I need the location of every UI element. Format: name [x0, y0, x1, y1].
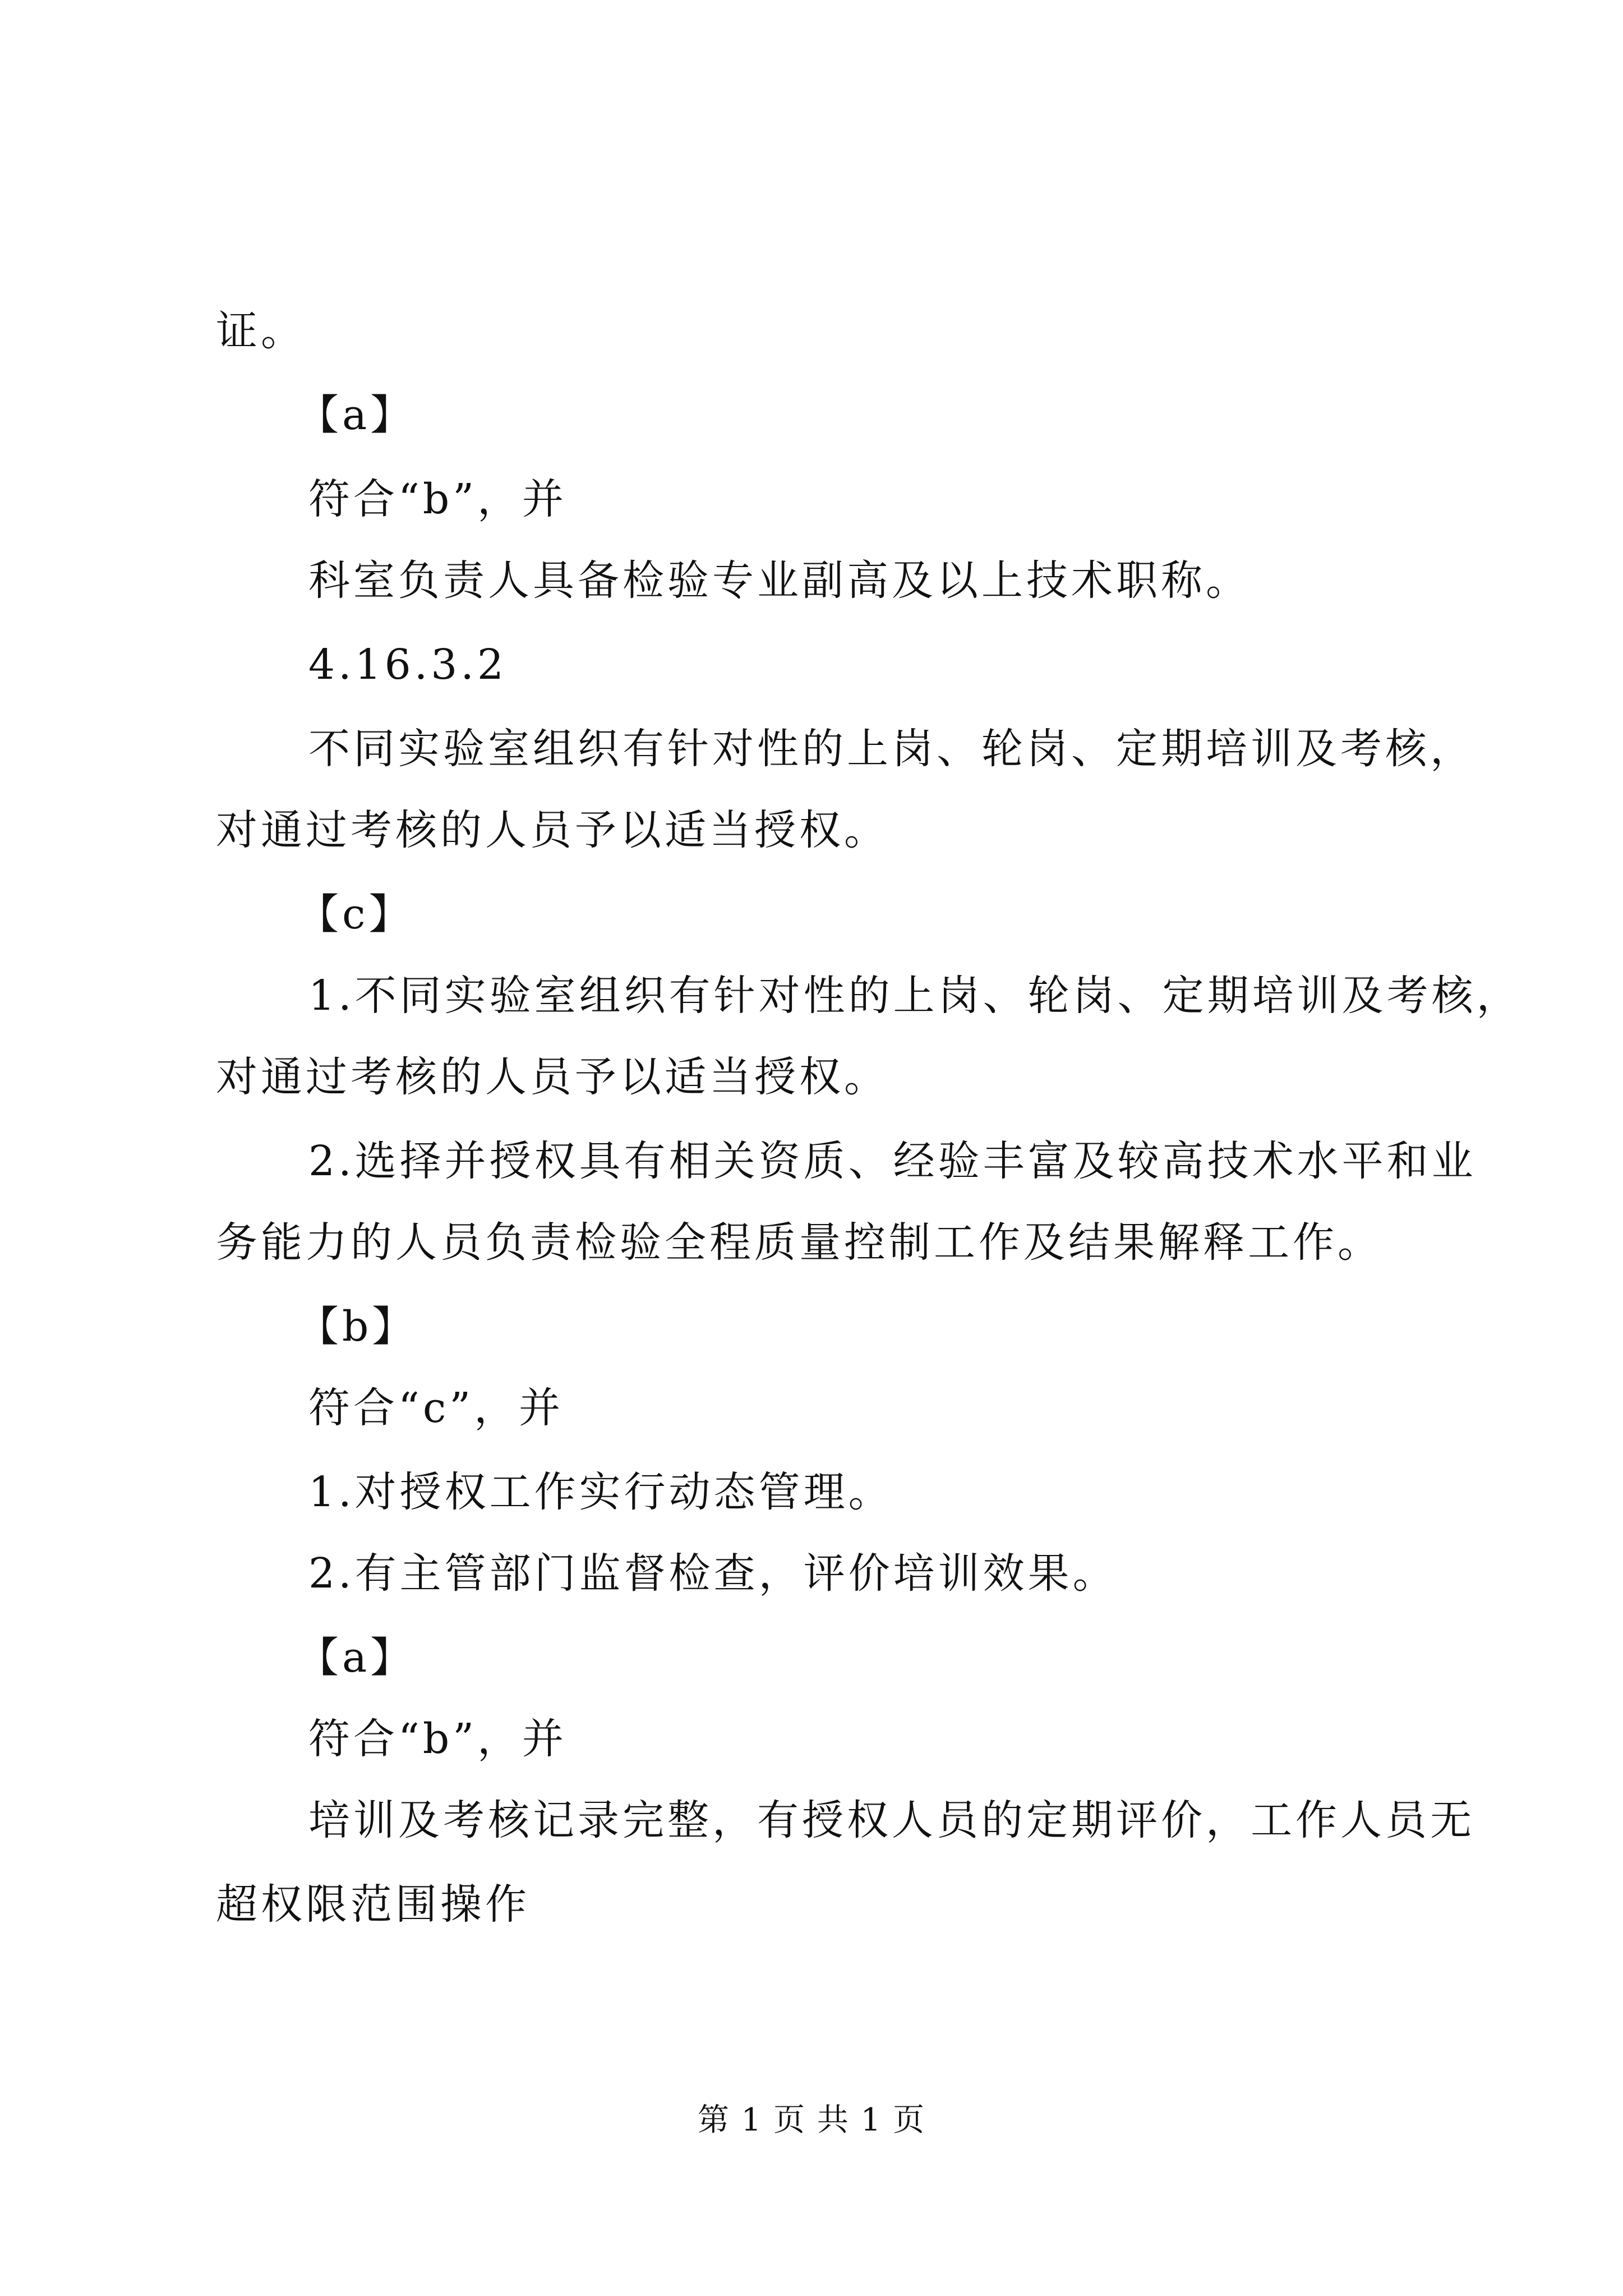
text-line: 1.不同实验室组织有针对性的上岗、轮岗、定期培训及考核，: [308, 972, 1521, 1020]
text-line: 2.有主管部门监督检查，评价培训效果。: [308, 1549, 1118, 1598]
text-line: 超权限范围操作: [216, 1880, 530, 1929]
text-line: 1.对授权工作实行动态管理。: [308, 1468, 893, 1516]
text-line: 不同实验室组织有针对性的上岗、轮岗、定期培训及考核，: [308, 725, 1475, 773]
grade-heading: 【c】: [297, 890, 414, 938]
text-line: 证。: [216, 307, 306, 355]
page-footer: 第 1 页 共 1 页: [697, 2102, 926, 2138]
text-line: 对通过考核的人员予以适当授权。: [216, 1053, 889, 1101]
text-line: 务能力的人员负责检验全程质量控制工作及结果解释工作。: [216, 1218, 1382, 1267]
text-line: 2.选择并授权具有相关资质、经验丰富及较高技术水平和业: [308, 1137, 1477, 1185]
grade-heading: 【a】: [297, 1634, 416, 1682]
grade-heading: 【a】: [297, 391, 416, 439]
text-line: 科室负责人具备检验专业副高及以上技术职称。: [308, 556, 1251, 605]
text-line: 符合“b”，并: [308, 475, 568, 523]
grade-heading: 【b】: [297, 1303, 417, 1351]
text-line: 培训及考核记录完整，有授权人员的定期评价，工作人员无: [308, 1796, 1475, 1844]
text-line: 符合“c”，并: [308, 1384, 564, 1432]
text-line: 符合“b”，并: [308, 1715, 568, 1763]
text-line: 对通过考核的人员予以适当授权。: [216, 806, 889, 854]
section-number: 4.16.3.2: [308, 641, 507, 689]
